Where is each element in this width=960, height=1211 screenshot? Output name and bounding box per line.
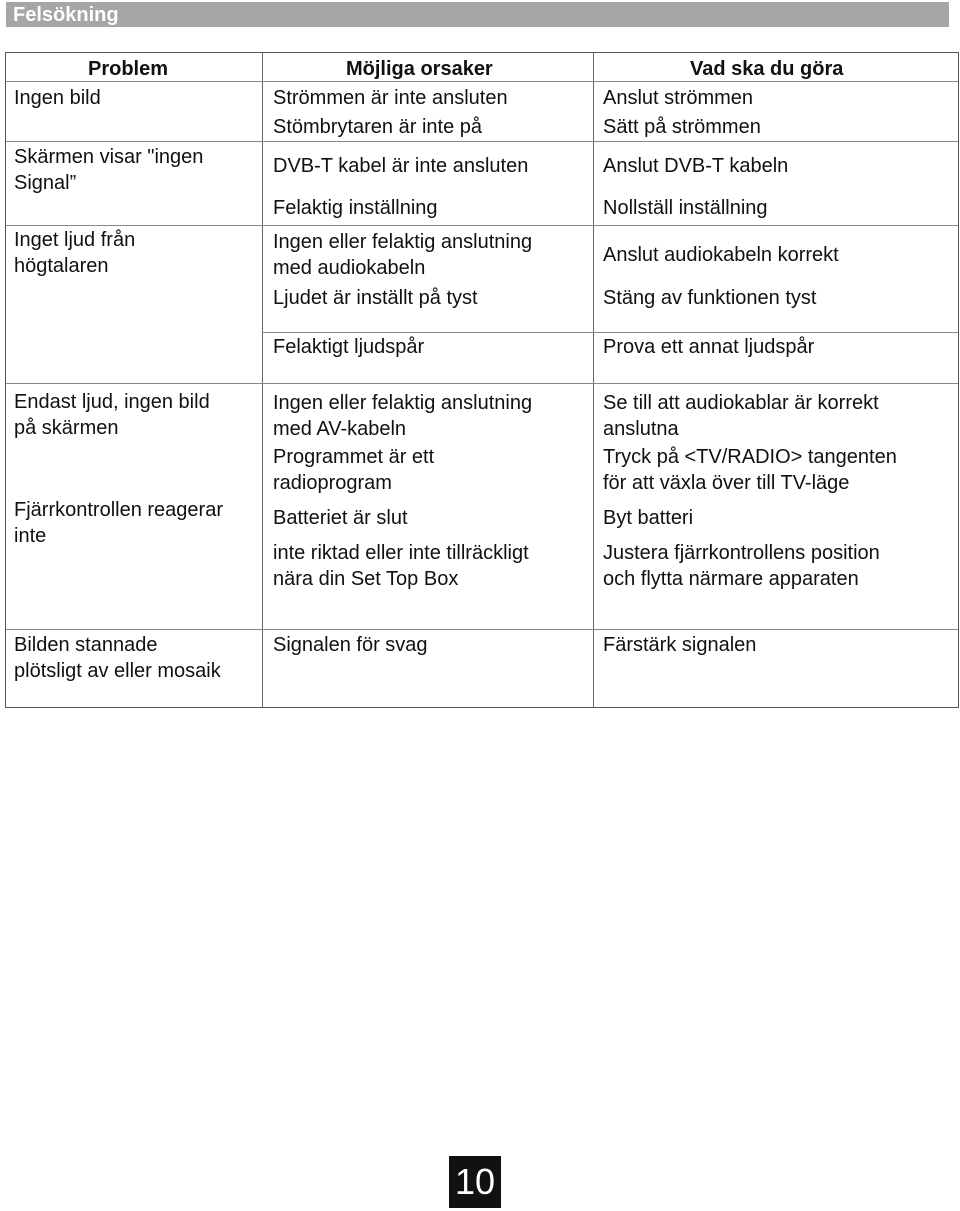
solution-cell: Se till att audiokablar är korrekt [603,392,879,414]
cause-cell: Ingen eller felaktig anslutning [273,231,533,253]
solution-cell: Byt batteri [603,507,694,529]
section-header [6,2,949,27]
cause-cell: DVB-T kabel är inte ansluten [273,155,529,177]
row-divider [6,225,958,226]
cause-cell: Felaktig inställning [273,197,438,219]
solution-cell: Anslut DVB-T kabeln [603,155,789,177]
solution-cell: Anslut strömmen [603,87,754,109]
cause-cell: inte riktad eller inte tillräckligt [273,542,529,564]
solution-cell: för att växla över till TV-läge [603,472,850,494]
section-title: Felsökning [13,4,119,26]
solution-cell: och flytta närmare apparaten [603,568,859,590]
problem-cell: Endast ljud, ingen bild [14,391,210,413]
problem-cell: inte [14,525,47,547]
problem-cell: Signal” [14,172,77,194]
problem-cell: på skärmen [14,417,119,439]
problem-cell: Bilden stannade [14,634,158,656]
cause-cell: Stömbrytaren är inte på [273,116,482,138]
cause-cell: med audiokabeln [273,257,426,279]
page-number: 10 [449,1156,501,1208]
column-divider [593,53,594,707]
problem-cell: plötsligt av eller mosaik [14,660,221,682]
cause-cell: med AV-kabeln [273,418,407,440]
row-divider [6,383,958,384]
solution-cell: anslutna [603,418,679,440]
cause-cell: Programmet är ett [273,446,435,468]
cause-cell: Ingen eller felaktig anslutning [273,392,533,414]
solution-cell: Sätt på strömmen [603,116,761,138]
row-divider [262,332,958,333]
solution-cell: Justera fjärrkontrollens position [603,542,880,564]
cause-cell: Ljudet är inställt på tyst [273,287,478,309]
column-divider [262,53,263,707]
problem-cell: Inget ljud från [14,229,136,251]
solution-cell: Färstärk signalen [603,634,757,656]
solution-cell: Stäng av funktionen tyst [603,287,817,309]
cause-cell: Strömmen är inte ansluten [273,87,508,109]
header-problem: Problem [88,58,169,80]
solution-cell: Anslut audiokabeln korrekt [603,244,839,266]
troubleshooting-table [5,52,959,708]
solution-cell: Prova ett annat ljudspår [603,336,815,358]
solution-cell: Tryck på <TV/RADIO> tangenten [603,446,897,468]
cause-cell: Felaktigt ljudspår [273,336,425,358]
problem-cell: högtalaren [14,255,109,277]
cause-cell: nära din Set Top Box [273,568,459,590]
row-divider [6,141,958,142]
solution-cell: Nollställ inställning [603,197,768,219]
cause-cell: radioprogram [273,472,392,494]
problem-cell: Skärmen visar "ingen [14,146,204,168]
problem-cell: Ingen bild [14,87,101,109]
header-causes: Möjliga orsaker [346,58,493,80]
row-divider [6,629,958,630]
problem-cell: Fjärrkontrollen reagerar [14,499,223,521]
cause-cell: Batteriet är slut [273,507,408,529]
cause-cell: Signalen för svag [273,634,428,656]
header-solution: Vad ska du göra [690,58,844,80]
